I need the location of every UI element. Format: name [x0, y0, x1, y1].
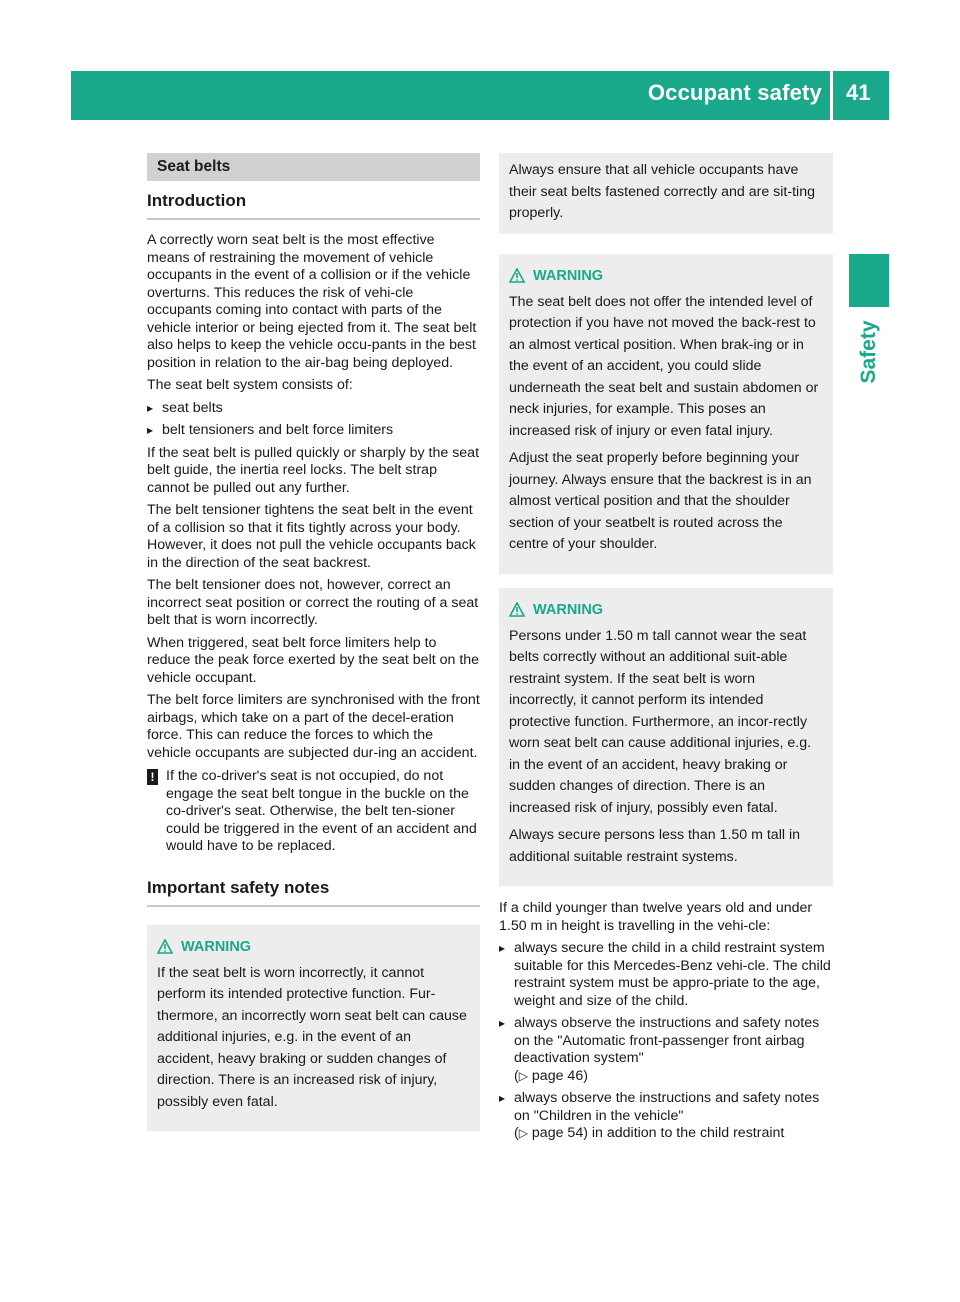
exclamation-icon: ! [147, 769, 158, 785]
info-box [499, 153, 833, 234]
page-reference-link[interactable]: page 46 [531, 1067, 584, 1084]
list-item-text: always observe the instructions and safety notes on the "Automatic front-passenger front airbag deactivation system" [514, 1015, 820, 1066]
header-divider [830, 71, 833, 120]
warning-text-2: Adjust the seat properly before beginning your journey. Always ensure that the backrest is in an almost vertical position and that the shoulder section of your seatbelt is routed across the centre of your shoulder. [509, 450, 812, 552]
info-text: Always ensure that all vehicle occupants have their seat belts fastened correctly and are sit-ting properly. [509, 162, 815, 221]
warning-triangle-icon [509, 268, 525, 283]
child-intro-text: If a child younger than twelve years old and under 1.50 m in height is travelling in the vehi-cle: [499, 900, 813, 934]
heading-introduction: Introduction [147, 191, 480, 220]
warning-text-2: Always secure persons less than 1.50 m tall in additional suitable restraint systems. [509, 827, 800, 865]
page-reference-link[interactable]: page 54 [531, 1125, 584, 1141]
paragraph-pulled: If the seat belt is pulled quickly or sharply by the seat belt guide, the inertia reel locks. The belt strap cannot be pulled out any further. [147, 444, 480, 496]
warning-box [147, 925, 480, 1132]
system-consists-text: The seat belt system consists of: [147, 377, 353, 393]
list-item: ▸ always observe the instructions and safety notes on the "Automatic front-passenger front airbag deactivation system" (▷ page 46) [499, 1015, 833, 1085]
page-number: 41 [846, 80, 871, 105]
note [147, 768, 480, 856]
warning-text: If the seat belt is worn incorrectly, it cannot perform its intended protective function. Fur-thermore, an incorrectly worn seat belt can cause additional injuries, e.g. in the event of an accident, heavy braking or sudden changes of direction. There is an increased risk of injury, possibly even fatal. [157, 964, 467, 1110]
warning-box [499, 254, 833, 574]
warning-header [509, 268, 823, 284]
warning-triangle-icon [157, 939, 173, 954]
side-tab-label [849, 312, 889, 392]
warning-text: Persons under 1.50 m tall cannot wear the seat belts correctly without an additional suit-able restraint system. If the seat belt is worn incorrectly, it cannot perform its intended protective function. Furthermore, an incor-rectly worn seat belt can cause additional injuries, e.g. in the event of an accident, heavy braking or sudden changes of direction. There is an increased risk of injury, possibly even fatal. [509, 627, 812, 816]
right-column [499, 153, 833, 1148]
warning-box [499, 588, 833, 887]
list-item: ▸ always observe the instructions and safety notes on "Children in the vehicle" (▷ page 54) in addition to the child restraint [499, 1090, 833, 1143]
paragraph-triggered: When triggered, seat belt force limiters help to reduce the peak force exerted by the seat belt on the vehicle occupant. [147, 634, 480, 686]
intro-paragraph: A correctly worn seat belt is the most effective means of restraining the movement of vehicle occupants in the event of a collision or if the vehicle overturns. This reduces the risk of vehi-cle occupants coming into contact with parts of the vehicle interior or being ejected from it. The seat belt also helps to keep the vehicle occu-pants in the best position in relation to the air-bag being deployed. [147, 232, 477, 371]
list-item: ▸ belt tensioners and belt force limiters [147, 422, 480, 440]
warning-header [509, 602, 823, 618]
page-ref-icon: ▷ [518, 1068, 528, 1083]
side-tab-text: Safety [857, 320, 880, 384]
note-text: If the co-driver's seat is not occupied, do not engage the seat belt tongue in the buckle on the co-driver's seat. Otherwise, the belt ten-sioner could be triggered in the event of an accident and would have to be replaced. [166, 768, 477, 854]
warning-text: The seat belt does not offer the intended level of protection if you have not moved the back-rest to an almost vertical position. When brak-ing or in the event of an accident, you could slide underneath the seat belt and sustain abdomen or neck injuries, for example. This poses an increased risk of injury or even fatal injury. [509, 293, 819, 439]
left-column [147, 153, 480, 1131]
section-title: Seat belts [147, 153, 480, 181]
paragraph-tensioner: The belt tensioner tightens the seat belt in the event of a collision so that it fits tightly across your body. However, it does not pull the vehicle occupants back in the direction of the seat backrest. [147, 502, 476, 571]
list-item: ▸ always secure the child in a child restraint system suitable for this Mercedes-Benz vehi-cle. The child restraint system must be appro-priate to the age, weight and size of the child. [499, 940, 833, 1010]
list-item-text: always observe the instructions and safety notes on "Children in the vehicle" [514, 1090, 820, 1124]
page-title: Occupant safety [647, 80, 822, 105]
warning-header [157, 939, 470, 955]
heading-safety-notes: Important safety notes [147, 878, 480, 907]
warning-label: WARNING [533, 601, 604, 618]
warning-label: WARNING [181, 938, 252, 955]
warning-label: WARNING [533, 267, 604, 284]
paragraph-tensioner-not: The belt tensioner does not, however, correct an incorrect seat position or correct the routing of a seat belt that is worn incorrectly. [147, 577, 479, 628]
side-tab-marker [849, 254, 889, 307]
page-ref-icon: ▷ [518, 1126, 528, 1140]
paragraph-limiters: The belt force limiters are synchronised with the front airbags, which take on a part of the decel-eration force. This can reduce the forces to which the vehicle occupants are subjected dur-ing an accident. [147, 692, 480, 761]
warning-triangle-icon [509, 602, 525, 617]
list-item: ▸ seat belts [147, 400, 480, 418]
list-item-tail: in addition to the child restraint [591, 1125, 785, 1141]
